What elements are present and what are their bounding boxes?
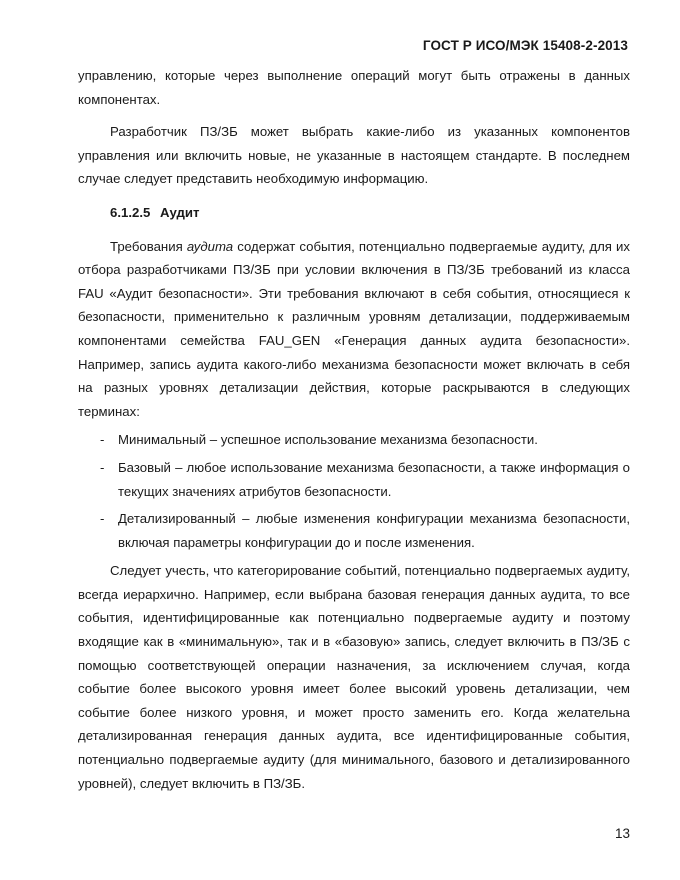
list-marker: - [100, 459, 105, 475]
section-number: 6.1.2.5 [110, 204, 151, 220]
section-heading [110, 201, 630, 225]
paragraph-continuation: управлению, которые через выполнение операций могут быть отражены в данных компонентах. [78, 68, 630, 107]
audit-text-start: Требования [110, 238, 187, 254]
list-item-text: Детализированный – любые изменения конфигурации механизма безопасности, включая параметры конфигурации до и после изменения. [118, 511, 630, 550]
paragraph-developer-choice: Разработчик ПЗ/ЗБ может выбрать какие-либо из указанных компонентов управления или включить новые, не указанные в настоящем стандарте. В последнем случае следует представить необходимую информацию. [78, 124, 630, 187]
list-item-minimal [78, 428, 630, 452]
document-header: ГОСТ Р ИСО/МЭК 15408-2-2013 [422, 38, 628, 53]
paragraph-audit-requirements [78, 235, 630, 424]
audit-emphasis: аудита [186, 238, 234, 254]
audit-levels-list [78, 428, 630, 554]
list-marker: - [100, 432, 105, 448]
section-title: Аудит [160, 204, 200, 220]
page-number: 13 [614, 826, 630, 841]
paragraph-hierarchy-note: Следует учесть, что категорирование событий, потенциально подвергаемых аудиту, всегда иерархично. Например, если выбрана базовая генерация данных аудита, то все события, идентифицированные как потенциально подвергаемые аудиту и поэтому входящие как в «минимальную», так и в «базовую» запись, следует включить в ПЗ/ЗБ с помощью соответствующей операции назначения, за исключением случая, когда событие более высокого уровня имеет более высокий уровень детализации, чем событие более низкого уровня, и может просто заменить его. Когда желательна детализированная генерация данных аудита, все идентифицированные события, потенциально подвергаемые аудиту (для минимального, базового и детализированного уровней), следует включить в ПЗ/ЗБ. [78, 563, 630, 791]
list-item-text: Минимальный – успешное использование механизма безопасности. [118, 432, 538, 448]
list-item-basic [78, 456, 630, 503]
list-item-text: Базовый – любое использование механизма безопасности, а также информация о текущих значениях атрибутов безопасности. [118, 459, 630, 499]
list-item-detailed [78, 507, 630, 554]
audit-text-rest: содержат события, потенциально подвергаемые аудиту, для их отбора разработчиками ПЗ/ЗБ при условии включения в ПЗ/ЗБ требований из класса FAU «Аудит безопасности». Эти требования включают в себя события, относящиеся к безопасности, применительно к различным уровням детализации, поддерживаемым компонентами семейства FAU_GEN «Генерация данных аудита безопасности». Например, запись аудита какого-либо механизма безопасности может включать в себя на разных уровнях детализации действия, которые раскрываются в следующих терминах: [78, 238, 630, 419]
document-body [78, 64, 630, 795]
list-marker: - [100, 511, 105, 527]
